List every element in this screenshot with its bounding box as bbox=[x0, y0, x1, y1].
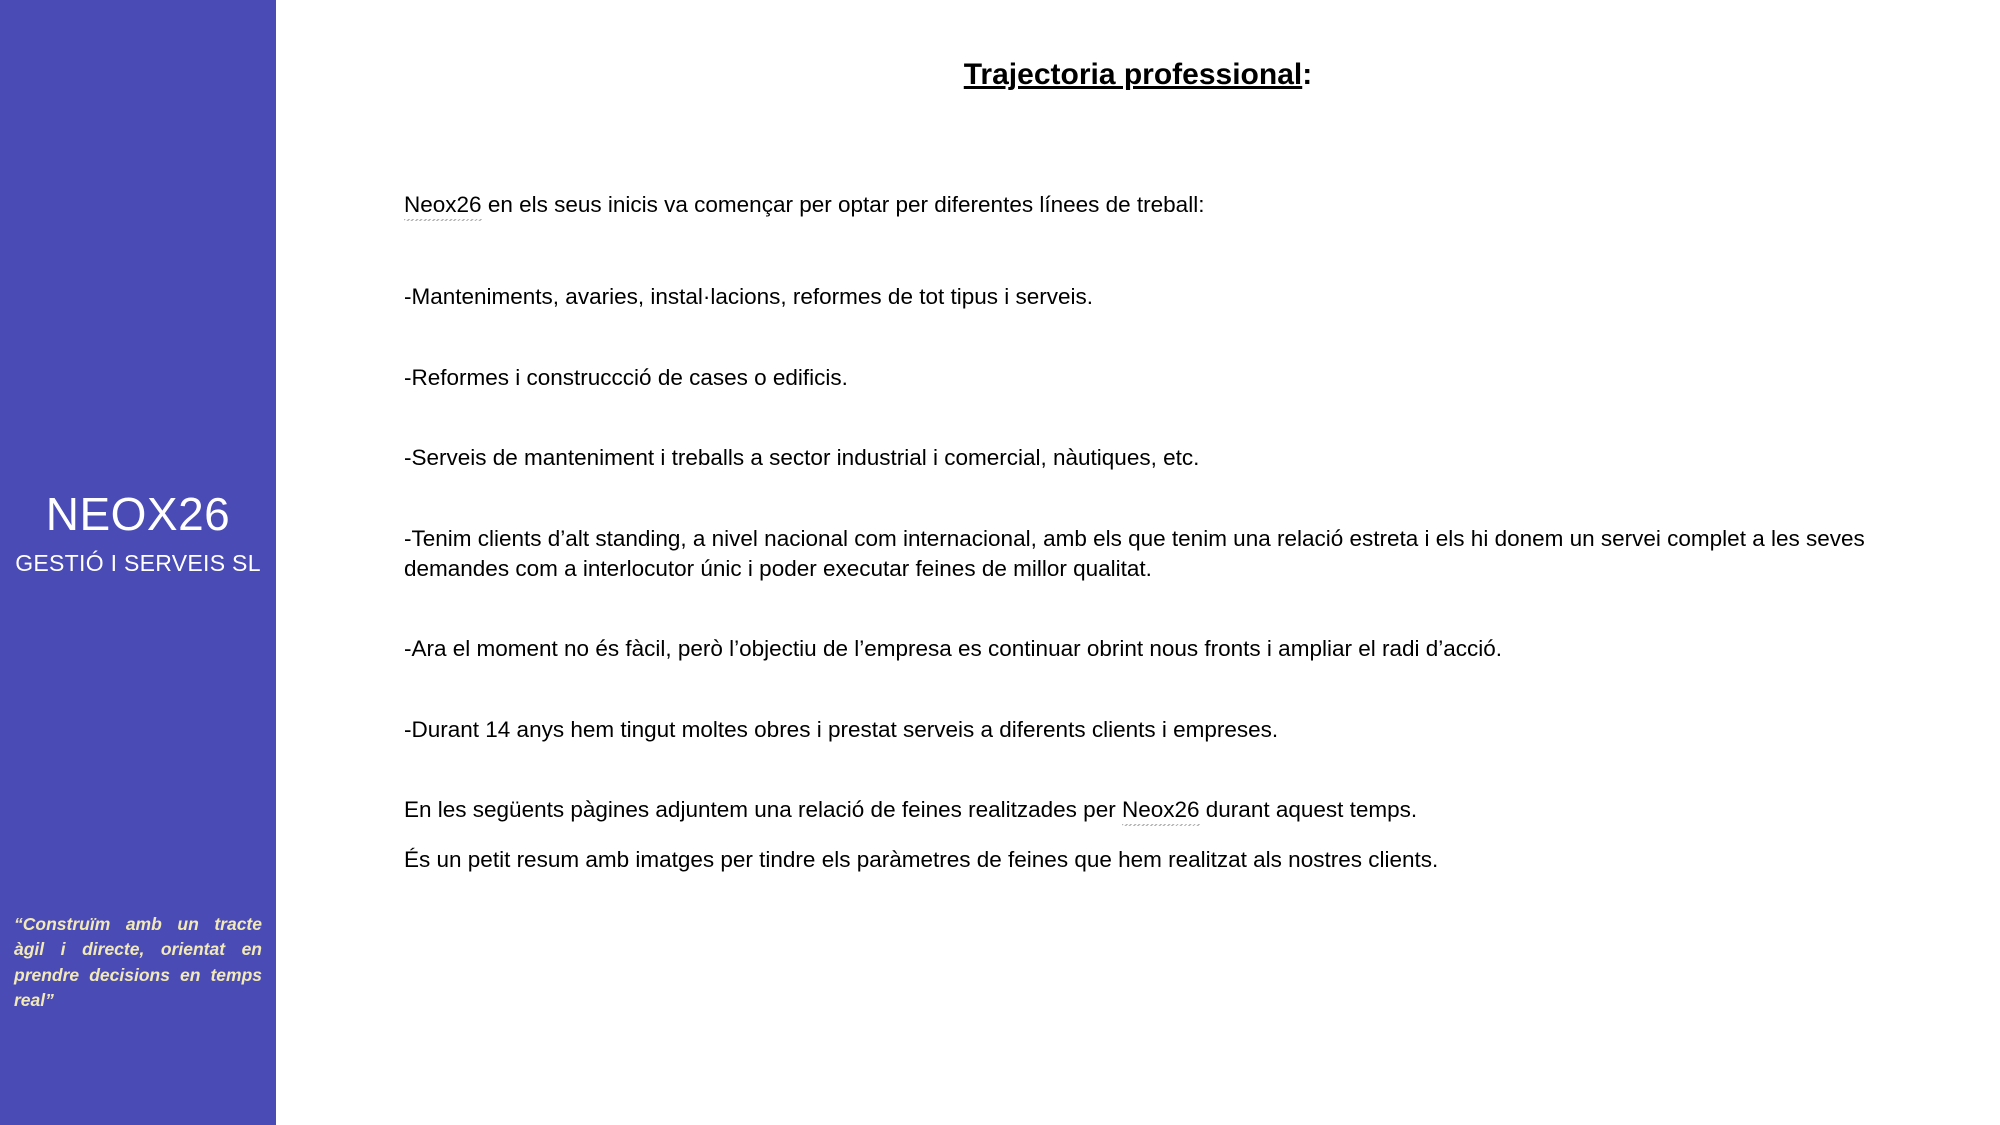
brand-mention: Neox26 bbox=[1122, 795, 1200, 825]
list-item: -Tenim clients d’alt standing, a nivel nacional com internacional, amb els que tenim una relació estreta i els hi donem un servei complet a les seves demandes com a interlocutor únic i poder executar feines de millor qualitat. bbox=[404, 525, 1865, 581]
intro-paragraph bbox=[404, 190, 1914, 220]
list-item: -Serveis de manteniment i treballs a sector industrial i comercial, nàutiques, etc. bbox=[404, 445, 1200, 471]
brand-mention: Neox26 bbox=[404, 190, 482, 220]
page-title-text: Trajectoria professional bbox=[963, 58, 1303, 91]
closing-paragraph-2: És un petit resum amb imatges per tindre els paràmetres de feines que hem realitzat als nostres clients. bbox=[404, 847, 1439, 873]
list-item: -Reformes i construccció de cases o edificis. bbox=[404, 364, 848, 390]
intro-paragraph-rest: en els seus inicis va començar per optar per diferentes línees de treball: bbox=[481, 192, 1205, 217]
list-item: -Ara el moment no és fàcil, però l’objectiu de l’empresa es continuar obrint nous fronts i ampliar el radi d’acció. bbox=[404, 636, 1503, 662]
body-text bbox=[404, 190, 1914, 876]
brand-name: NEOX26 bbox=[45, 488, 231, 540]
brand-block bbox=[0, 490, 276, 577]
brand-subtitle: GESTIÓ I SERVEIS SL bbox=[15, 550, 261, 577]
sidebar-slogan-text: “Construïm amb un tracte àgil i directe, orientat en prendre decisions en temps real” bbox=[14, 914, 262, 1011]
page-title bbox=[276, 58, 2000, 92]
sidebar bbox=[0, 0, 276, 1125]
list-item: -Manteniments, avaries, instal·lacions, reformes de tot tipus i serveis. bbox=[404, 284, 1094, 310]
closing-paragraph-1-post: durant aquest temps. bbox=[1199, 797, 1418, 822]
sidebar-slogan bbox=[14, 912, 262, 1014]
list-item: -Durant 14 anys hem tingut moltes obres i prestat serveis a diferents clients i empreses. bbox=[404, 716, 1279, 742]
closing-paragraph-1 bbox=[404, 795, 1914, 825]
closing-paragraph-1-pre: En les següents pàgines adjuntem una relació de feines realitzades per bbox=[404, 797, 1122, 822]
page-title-colon: : bbox=[1302, 58, 1313, 91]
main-content bbox=[276, 0, 2000, 1125]
